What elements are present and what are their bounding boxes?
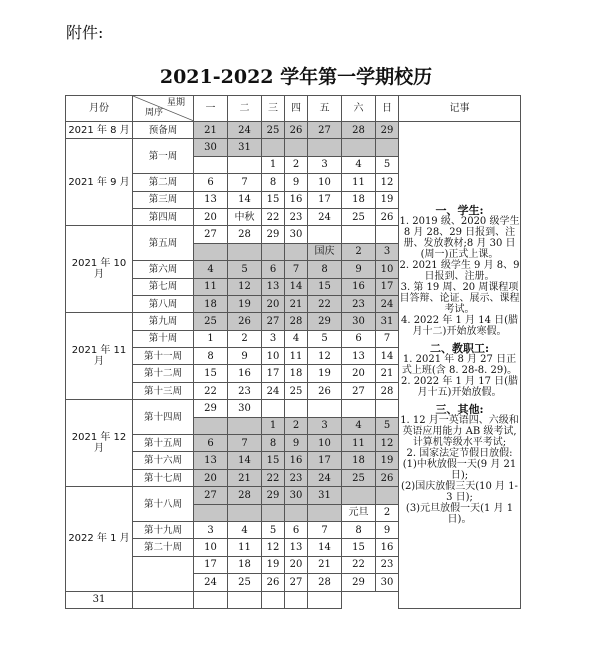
- day-cell: 24: [262, 382, 285, 399]
- week-cell: 第九周: [133, 313, 194, 330]
- day-cell: 10: [308, 435, 342, 452]
- day-cell: 21: [194, 122, 228, 139]
- week-cell: [133, 556, 194, 591]
- week-cell: 第三周: [133, 191, 194, 208]
- day-cell: 14: [285, 278, 308, 295]
- day-cell: [342, 226, 376, 243]
- page-title: 2021-2022 学年第一学期校历: [159, 66, 433, 88]
- day-cell: 15: [262, 452, 285, 469]
- day-cell: [133, 591, 194, 608]
- day-cell: [285, 139, 308, 156]
- day-cell: 21: [285, 295, 308, 312]
- day-cell: 25: [285, 382, 308, 399]
- notes-heading: 三、其他:: [435, 402, 484, 416]
- header-day: 六: [342, 96, 376, 122]
- day-cell: 22: [342, 556, 376, 573]
- day-cell: 29: [262, 226, 285, 243]
- day-cell: 29: [262, 487, 285, 504]
- day-cell: 31: [376, 313, 399, 330]
- day-cell: 16: [342, 278, 376, 295]
- day-cell: 30: [285, 226, 308, 243]
- notes-cell: [399, 122, 521, 609]
- day-cell: 3: [194, 521, 228, 538]
- day-cell: 10: [262, 348, 285, 365]
- day-cell: 15: [308, 278, 342, 295]
- day-cell: 7: [285, 261, 308, 278]
- day-cell: 5: [308, 330, 342, 347]
- day-cell: 27: [342, 382, 376, 399]
- day-cell: 3: [376, 243, 399, 260]
- week-cell: 第七周: [133, 278, 194, 295]
- notes-item: 2. 2022 年 1 月 17 日(腊月十五)开始放假。: [400, 375, 519, 398]
- day-cell: [376, 400, 399, 417]
- day-cell: 9: [285, 174, 308, 191]
- day-cell: 3: [308, 156, 342, 173]
- day-cell: 6: [194, 174, 228, 191]
- day-cell: [308, 591, 342, 608]
- day-cell: 30: [194, 139, 228, 156]
- day-cell: 7: [228, 435, 262, 452]
- day-cell: 8: [194, 348, 228, 365]
- day-cell: 4: [342, 417, 376, 434]
- day-cell: 24: [308, 208, 342, 225]
- attachment-label: 附件:: [66, 23, 104, 42]
- day-cell: 26: [285, 122, 308, 139]
- day-cell: 23: [228, 382, 262, 399]
- day-cell: [228, 417, 262, 434]
- day-cell: 15: [342, 539, 376, 556]
- day-cell: 3: [308, 417, 342, 434]
- week-cell: 第四周: [133, 208, 194, 225]
- day-cell: 27: [194, 487, 228, 504]
- day-cell: 26: [376, 208, 399, 225]
- week-cell: 第十五周: [133, 435, 194, 452]
- week-cell: 第十六周: [133, 452, 194, 469]
- day-cell: 9: [342, 261, 376, 278]
- day-cell: 27: [285, 574, 308, 591]
- day-cell: 4: [194, 261, 228, 278]
- day-cell: [228, 243, 262, 260]
- day-cell: 4: [228, 521, 262, 538]
- day-cell: 6: [194, 435, 228, 452]
- day-cell: 17: [376, 278, 399, 295]
- day-cell: 29: [308, 313, 342, 330]
- day-cell: [285, 400, 308, 417]
- week-cell: 第十周: [133, 330, 194, 347]
- day-cell: 18: [285, 365, 308, 382]
- day-cell: 12: [262, 539, 285, 556]
- day-cell: 11: [285, 348, 308, 365]
- day-cell: 2: [285, 417, 308, 434]
- header-week-diagonal: [133, 96, 194, 122]
- day-cell: 26: [308, 382, 342, 399]
- day-cell: [262, 504, 285, 521]
- day-cell: 20: [285, 556, 308, 573]
- day-cell: 28: [308, 574, 342, 591]
- day-cell: 14: [228, 452, 262, 469]
- header-day: 四: [285, 96, 308, 122]
- day-cell: [262, 139, 285, 156]
- day-cell: 17: [194, 556, 228, 573]
- day-cell: 18: [194, 295, 228, 312]
- month-cell: 2022 年 1 月: [66, 487, 133, 591]
- day-cell: [262, 591, 285, 608]
- day-cell: [194, 417, 228, 434]
- day-cell: [376, 226, 399, 243]
- day-cell: 19: [376, 191, 399, 208]
- day-cell: [194, 156, 228, 173]
- day-cell: 25: [262, 122, 285, 139]
- day-cell: 26: [228, 313, 262, 330]
- notes-item: (2)国庆放假三天(10 月 1-3 日);: [401, 480, 518, 503]
- day-cell: 13: [285, 539, 308, 556]
- day-cell: 16: [285, 452, 308, 469]
- day-cell: 28: [228, 487, 262, 504]
- day-cell: 13: [262, 278, 285, 295]
- day-cell: 8: [308, 261, 342, 278]
- day-cell: [308, 504, 342, 521]
- day-cell: 21: [228, 469, 262, 486]
- day-cell: 8: [262, 435, 285, 452]
- day-cell: 27: [194, 226, 228, 243]
- day-cell: 20: [262, 295, 285, 312]
- day-cell: 16: [228, 365, 262, 382]
- day-cell: [308, 400, 342, 417]
- day-cell: 30: [228, 400, 262, 417]
- day-cell: 6: [342, 330, 376, 347]
- header-notes: 记事: [399, 96, 521, 122]
- day-cell: 16: [376, 539, 399, 556]
- day-cell: 17: [308, 452, 342, 469]
- header-day: 三: [262, 96, 285, 122]
- day-cell: 23: [285, 469, 308, 486]
- day-cell: 30: [342, 313, 376, 330]
- school-calendar-table: [65, 95, 521, 609]
- day-cell: 23: [285, 208, 308, 225]
- day-cell: 28: [228, 226, 262, 243]
- header-month: 月份: [66, 96, 133, 122]
- day-cell: 元旦: [342, 504, 376, 521]
- day-cell: 5: [262, 521, 285, 538]
- day-cell: 4: [342, 156, 376, 173]
- day-cell: 12: [308, 348, 342, 365]
- day-cell: 22: [262, 469, 285, 486]
- day-cell: [194, 591, 228, 608]
- day-cell: 5: [376, 156, 399, 173]
- day-cell: 24: [376, 295, 399, 312]
- week-cell: 第八周: [133, 295, 194, 312]
- week-cell: 第十三周: [133, 382, 194, 399]
- day-cell: 26: [262, 574, 285, 591]
- header-row: [66, 96, 521, 122]
- day-cell: 10: [376, 261, 399, 278]
- day-cell: 5: [376, 417, 399, 434]
- day-cell: 14: [376, 348, 399, 365]
- day-cell: 20: [194, 208, 228, 225]
- day-cell: 31: [228, 139, 262, 156]
- day-cell: 17: [308, 191, 342, 208]
- day-cell: 16: [285, 191, 308, 208]
- month-cell: 2021 年 11 月: [66, 313, 133, 400]
- notes-item: 1. 2021 年 8 月 27 日正式上班(含 8. 28-8. 29)。: [401, 353, 518, 376]
- day-cell: 9: [285, 435, 308, 452]
- day-cell: 1: [262, 417, 285, 434]
- day-cell: 27: [308, 122, 342, 139]
- day-cell: 9: [376, 521, 399, 538]
- day-cell: [262, 243, 285, 260]
- day-cell: 25: [342, 469, 376, 486]
- day-cell: [376, 139, 399, 156]
- header-week-bottom: 周序: [145, 108, 164, 118]
- week-cell: 第十九周: [133, 521, 194, 538]
- day-cell: 2: [228, 330, 262, 347]
- day-cell: [194, 243, 228, 260]
- day-cell: 29: [194, 400, 228, 417]
- day-cell: [285, 504, 308, 521]
- day-cell: 3: [262, 330, 285, 347]
- day-cell: 11: [342, 174, 376, 191]
- day-cell: [342, 487, 376, 504]
- day-cell: 26: [376, 469, 399, 486]
- day-cell: 21: [376, 365, 399, 382]
- notes-item: 2. 2021 级学生 9 月 8、9 日报到、注册。: [399, 259, 520, 282]
- notes-item: 1. 12 月一英语四、六级和英语应用能力 AB 级考试,计算机等级水平考试;: [400, 414, 519, 448]
- header-day: 五: [308, 96, 342, 122]
- day-cell: 13: [194, 452, 228, 469]
- day-cell: 9: [228, 348, 262, 365]
- week-cell: 第二十周: [133, 539, 194, 556]
- day-cell: 4: [285, 330, 308, 347]
- day-cell: [376, 487, 399, 504]
- notes-item: 1. 2019 级、2020 级学生 8 月 28、29 日报到、注册、发放教材;8 月 30 日(周一)正式上课。: [399, 215, 520, 260]
- day-cell: 25: [194, 313, 228, 330]
- notes-heading: 二、教职工:: [429, 341, 490, 355]
- day-cell: [285, 591, 308, 608]
- day-cell: 29: [376, 122, 399, 139]
- month-cell: 2021 年 8 月: [66, 122, 133, 139]
- day-cell: 28: [342, 122, 376, 139]
- month-cell: 2021 年 9 月: [66, 139, 133, 226]
- header-day: 二: [228, 96, 262, 122]
- day-cell: 10: [194, 539, 228, 556]
- day-cell: [285, 243, 308, 260]
- day-cell: 20: [194, 469, 228, 486]
- header-day: 日: [376, 96, 399, 122]
- day-cell: [228, 156, 262, 173]
- day-cell: 18: [342, 191, 376, 208]
- month-cell: 2021 年 10 月: [66, 226, 133, 313]
- table-row: [66, 122, 521, 139]
- day-cell: 13: [194, 191, 228, 208]
- day-cell: [342, 400, 376, 417]
- day-cell: 11: [228, 539, 262, 556]
- notes-item: (3)元旦放假一天(1 月 1 日)。: [405, 502, 514, 525]
- day-cell: [228, 504, 262, 521]
- day-cell: 22: [308, 295, 342, 312]
- day-cell: 23: [342, 295, 376, 312]
- day-cell: 15: [262, 191, 285, 208]
- day-cell: [194, 504, 228, 521]
- day-cell: 23: [376, 556, 399, 573]
- day-cell: 8: [342, 521, 376, 538]
- day-cell: 14: [308, 539, 342, 556]
- day-cell: 13: [342, 348, 376, 365]
- day-cell: 22: [262, 208, 285, 225]
- day-cell: 25: [342, 208, 376, 225]
- day-cell: 10: [308, 174, 342, 191]
- day-cell: 11: [194, 278, 228, 295]
- day-cell: 2: [342, 243, 376, 260]
- day-cell: 22: [194, 382, 228, 399]
- day-cell: 24: [228, 122, 262, 139]
- day-cell: 27: [262, 313, 285, 330]
- day-cell: 7: [308, 521, 342, 538]
- notes-item: 4. 2022 年 1 月 14 日(腊月十二)开始放寒假。: [400, 314, 519, 337]
- header-week-top: 星期: [166, 98, 185, 108]
- week-cell: 第十八周: [133, 487, 194, 522]
- day-cell: 5: [228, 261, 262, 278]
- day-cell: 30: [376, 574, 399, 591]
- day-cell: 6: [262, 261, 285, 278]
- day-cell: 7: [376, 330, 399, 347]
- day-cell: 15: [194, 365, 228, 382]
- notes-item: 2. 国家法定节假日放假:: [406, 447, 513, 459]
- week-cell: 第十四周: [133, 400, 194, 435]
- day-cell: 18: [228, 556, 262, 573]
- day-cell: 8: [262, 174, 285, 191]
- header-day: 一: [194, 96, 228, 122]
- day-cell: 14: [228, 191, 262, 208]
- day-cell: 29: [342, 574, 376, 591]
- day-cell: 国庆: [308, 243, 342, 260]
- day-cell: 2: [376, 504, 399, 521]
- day-cell: 19: [308, 365, 342, 382]
- notes-heading: 一、学生:: [435, 203, 484, 217]
- day-cell: 12: [376, 435, 399, 452]
- day-cell: 28: [376, 382, 399, 399]
- week-cell: 第一周: [133, 139, 194, 174]
- day-cell: 11: [342, 435, 376, 452]
- day-cell: [342, 139, 376, 156]
- week-cell: 第十七周: [133, 469, 194, 486]
- day-cell: 25: [228, 574, 262, 591]
- day-cell: 17: [262, 365, 285, 382]
- day-cell: 31: [308, 487, 342, 504]
- day-cell: 19: [376, 452, 399, 469]
- day-cell: 6: [285, 521, 308, 538]
- day-cell: 1: [262, 156, 285, 173]
- month-cell: 2021 年 12 月: [66, 400, 133, 487]
- day-cell: 18: [342, 452, 376, 469]
- week-cell: 第二周: [133, 174, 194, 191]
- day-cell: 24: [308, 469, 342, 486]
- notes-item: 3. 第 19 周、20 周课程项目答辩、论证、展示、课程考试。: [399, 281, 520, 315]
- day-cell: 12: [376, 174, 399, 191]
- day-cell: 19: [262, 556, 285, 573]
- week-cell: 第十二周: [133, 365, 194, 382]
- day-cell: 19: [228, 295, 262, 312]
- day-cell: [262, 400, 285, 417]
- day-cell: 2: [285, 156, 308, 173]
- day-cell: 1: [194, 330, 228, 347]
- day-cell: [308, 139, 342, 156]
- week-cell: 预备周: [133, 122, 194, 139]
- week-cell: 第五周: [133, 226, 194, 261]
- day-cell: 21: [308, 556, 342, 573]
- day-cell: 28: [285, 313, 308, 330]
- notes-item: (1)中秋放假一天(9 月 21 日);: [402, 458, 517, 481]
- week-cell: 第十一周: [133, 348, 194, 365]
- day-cell: 12: [228, 278, 262, 295]
- day-cell: 30: [285, 487, 308, 504]
- day-cell: 20: [342, 365, 376, 382]
- day-cell: [228, 591, 262, 608]
- week-cell: 第六周: [133, 261, 194, 278]
- day-cell: 中秋: [228, 208, 262, 225]
- day-cell: 24: [194, 574, 228, 591]
- day-cell: 31: [66, 591, 133, 608]
- day-cell: [308, 226, 342, 243]
- day-cell: 7: [228, 174, 262, 191]
